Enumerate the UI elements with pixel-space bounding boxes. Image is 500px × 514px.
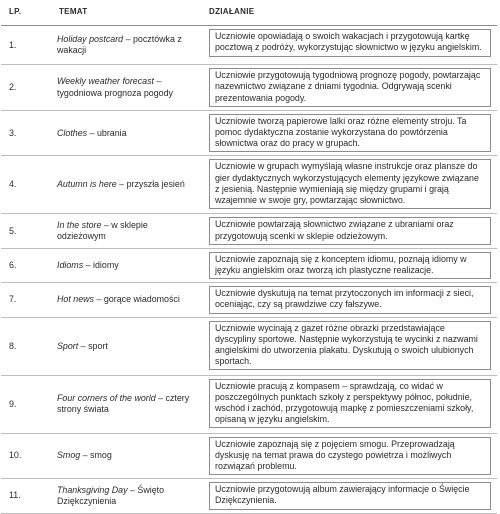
- table-row: [1, 317, 497, 375]
- row-activity: Uczniowie pracują z kompasem – sprawdzają, co widać w poszczególnych punktach szkoły z perspektywy północ, południe, wschód i zachód, przygotowują mapkę z pomieszczeniami szkoły, opisaną w języku angielskim.: [209, 379, 491, 429]
- row-topic: [53, 26, 203, 65]
- row-activity-cell: [203, 375, 497, 433]
- topic-polish: – Święto Dziękczynienia: [57, 484, 165, 506]
- table-body: [1, 26, 497, 513]
- row-number: 7.: [1, 283, 53, 317]
- row-topic: [53, 375, 203, 433]
- row-number: 6.: [1, 248, 53, 282]
- header-number: LP.: [1, 0, 53, 26]
- topic-polish: – przyszła jesień: [116, 179, 185, 190]
- row-activity: Uczniowie opowiadają o swoich wakacjach i przygotowują kartkę pocztową z podróży, wykorzystując słownictwo w języku angielskim.: [209, 29, 491, 56]
- row-number: 5.: [1, 214, 53, 248]
- topic-polish: – gorące wiadomości: [94, 294, 180, 305]
- table-row: [1, 26, 497, 65]
- lesson-plan-table: [1, 0, 497, 514]
- topic-english: Clothes: [57, 127, 88, 138]
- row-number: 1.: [1, 26, 53, 65]
- row-topic: [53, 214, 203, 248]
- row-activity-cell: [203, 479, 497, 513]
- row-activity-cell: [203, 433, 497, 479]
- row-number: 11.: [1, 479, 53, 513]
- row-activity: Uczniowie dyskutują na temat przytoczonych im informacji z sieci, oceniając, czy są prawdziwe czy fałszywe.: [209, 286, 491, 313]
- topic-polish: – tygodniowa prognoza pogody: [57, 76, 173, 98]
- topic-english: Holiday postcard: [57, 34, 124, 44]
- topic-polish: – cztery strony świata: [57, 392, 190, 415]
- row-number: 10.: [1, 433, 53, 479]
- table-row: [1, 479, 497, 513]
- row-number: 3.: [1, 110, 53, 156]
- table-row: [1, 248, 497, 282]
- topic-english: Smog: [57, 450, 81, 461]
- row-topic: [53, 110, 203, 156]
- row-activity: Uczniowie tworzą papierowe lalki oraz różne elementy stroju. Ta pomoc dydaktyczna zostanie wykorzystana do powtórzenia słownictwa oraz do pracy w grupach.: [209, 114, 491, 153]
- table-header: [1, 0, 497, 26]
- row-activity-cell: [203, 110, 497, 156]
- header-activity: DZIAŁANIE: [203, 0, 497, 26]
- row-activity-cell: [203, 317, 497, 375]
- topic-polish: – pocztówka z wakacji: [57, 34, 182, 56]
- row-number: 4.: [1, 156, 53, 214]
- header-row: [1, 0, 497, 26]
- topic-english: Four corners of the world: [57, 392, 156, 403]
- topic-polish: – idiomy: [83, 259, 119, 270]
- table-row: [1, 375, 497, 433]
- row-activity: Uczniowie przygotowują tygodniową prognozę pogody, powtarzając nazewnictwo związane z dniami tygodnia. Odgrywają scenki prezentowania pogody.: [209, 68, 491, 107]
- row-number: 8.: [1, 317, 53, 375]
- header-topic: TEMAT: [53, 0, 203, 26]
- row-activity: Uczniowie zapoznają się z pojęciem smogu. Przeprowadzają dyskusję na temat prawa do czystego powietrza i możliwych rozwiązań problemu.: [209, 437, 491, 476]
- row-topic: [53, 317, 203, 375]
- row-topic: [53, 283, 203, 317]
- row-activity: Uczniowie zapoznają się z konceptem idiomu, poznają idiomy w języku angielskim oraz tworzą ich plastyczne realizacje.: [209, 252, 491, 279]
- row-topic: [53, 65, 203, 111]
- table-row: [1, 433, 497, 479]
- topic-polish: – w sklepie odzieżowym: [57, 219, 148, 242]
- row-activity-cell: [203, 156, 497, 214]
- topic-english: In the store: [57, 219, 102, 230]
- topic-english: Hot news: [57, 294, 94, 305]
- row-activity-cell: [203, 283, 497, 317]
- topic-english: Weekly weather forecast: [57, 76, 155, 87]
- topic-english: Sport: [57, 340, 79, 351]
- row-activity: Uczniowie wycinają z gazet różne obrazki przedstawiające dyscypliny sportowe. Następnie wykorzystują te wycinki z nazwami angielskimi do utworzenia plakatu. Dyskutują o swoich ulubionych sportach.: [209, 321, 491, 371]
- row-activity-cell: [203, 214, 497, 248]
- row-activity: Uczniowie powtarzają słownictwo związane z ubraniami oraz przygotowują scenki w sklepie odzieżowym.: [209, 217, 491, 244]
- topic-polish: – smog: [80, 450, 112, 461]
- row-activity: Uczniowie w grupach wymyślają własne instrukcje oraz plansze do gier dydaktycznych wykorzystujących elementy językowe związane z jesienią. Następnie wymieniają się między grupami i grają wzajemnie w swoje gry, powtarzając słownictwo.: [209, 159, 491, 209]
- topic-polish: – ubrania: [87, 127, 127, 138]
- table-row: [1, 156, 497, 214]
- topic-english: Autumn is here: [57, 179, 117, 190]
- row-activity: Uczniowie przygotowują album zawierający informacje o Święcie Dziękczynienia.: [209, 482, 491, 509]
- row-number: 2.: [1, 65, 53, 111]
- row-number: 9.: [1, 375, 53, 433]
- row-topic: [53, 248, 203, 282]
- row-topic: [53, 156, 203, 214]
- table-row: [1, 65, 497, 111]
- row-activity-cell: [203, 65, 497, 111]
- table-row: [1, 283, 497, 317]
- topic-polish: – sport: [78, 340, 108, 351]
- topic-english: Thanksgiving Day: [57, 484, 128, 495]
- row-activity-cell: [203, 248, 497, 282]
- row-topic: [53, 433, 203, 479]
- table-row: [1, 214, 497, 248]
- table-row: [1, 110, 497, 156]
- row-activity-cell: [203, 26, 497, 65]
- topic-english: Idioms: [57, 259, 84, 270]
- row-topic: [53, 479, 203, 513]
